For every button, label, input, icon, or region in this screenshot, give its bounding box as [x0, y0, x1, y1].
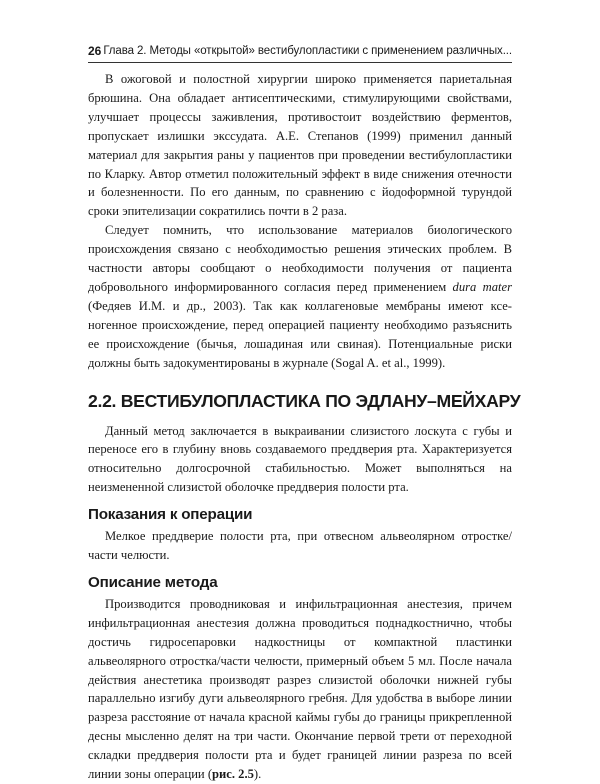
page-number: 26 — [88, 44, 102, 58]
paragraph-ethics-text: Следует помнить, что использование материалов биологического происхождения связано с необходимостью решения этических проблем. В частности авторы сообщают о необходимости получения от пациента добровольного информированного согласия перед применением — [88, 223, 512, 294]
paragraph-ethics-text-end: (Федяев И.М. и др., 2003). Так как коллагеновые мембраны имеют ксеногенное происхождение, перед операцией пациенту необходимо разъяснить ее происхождение (бычья, лошадиная или свиная). Потенциальные риски должны быть задокументированы в журнале (Sogal A. et al., 1999). — [88, 298, 512, 370]
chapter-title: Глава 2. Методы «открытой» вестибулопластики с применением различных... — [103, 45, 512, 57]
section-heading: 2.2. ВЕСТИБУЛОПЛАСТИКА ПО ЭДЛАНУ–МЕЙХАРУ — [88, 390, 521, 411]
paragraph-method-text: Производится проводниковая и инфильтрационная анестезия, причем инфильтрационная анестезия должна проводиться поднадкостнично, чтобы достичь гидросепаровки надкостницы от компактной пластинки альвеолярного отростка/части челюсти, примерный объем 5 мл. После начала действия анестетика производят разрез слизистой оболочки нижней губы параллельно изгибу дуги альвеолярного гребня. Для удобства в выборе линии разреза расстояние от начала красной каймы губы до границы прикрепленной десны мысленно делят на три части. Окончание первой трети от переходной складки преддверия полости рта и будет границей линии разреза по всей линии зоны операции ( — [88, 596, 512, 782]
paragraph-method-intro: Данный метод заключается в выкраивании слизистого лоскута с губы и переносе его в глубину вновь создаваемого преддверия рта. Характеризуется относительно долгосрочной стабильностью. Может выполняться на неизмененной слизистой оболочке преддверия полости рта. — [88, 423, 512, 495]
paragraph-method-text-end: ). — [253, 767, 262, 782]
running-header — [88, 44, 512, 62]
figure-reference: рис. 2.5 — [212, 767, 254, 782]
paragraph-indications: Мелкое преддверие полости рта, при отвесном альвеолярном отростке/части челюсти. — [88, 529, 512, 563]
paragraph-ethics — [88, 221, 512, 372]
method-heading: Описание метода — [88, 573, 218, 591]
paragraph-peritoneum: В ожоговой и полостной хирургии широко применяется париетальная брюшина. Она обладает антисептическими, стимулирующими свойствами, улучшает процессы заживления, противостоит воздействию ферментов, пропускает излишки экссудата. А.Е. Степанов (1999) применил данный материал для закрытия раны у пациентов при проведении вестибулопластики по Кларку. Автор отметил положительный эффект в виде снижения отечности и болезненности. По его данным, по сравнению с йодоформной турундой сроки эпителизации сократились почти в 2 раза. — [88, 72, 512, 219]
page-body — [88, 70, 521, 784]
latin-term: dura mater — [452, 279, 512, 294]
header-rule — [88, 62, 512, 63]
indications-heading: Показания к операции — [88, 506, 253, 524]
paragraph-method-description — [88, 595, 512, 784]
